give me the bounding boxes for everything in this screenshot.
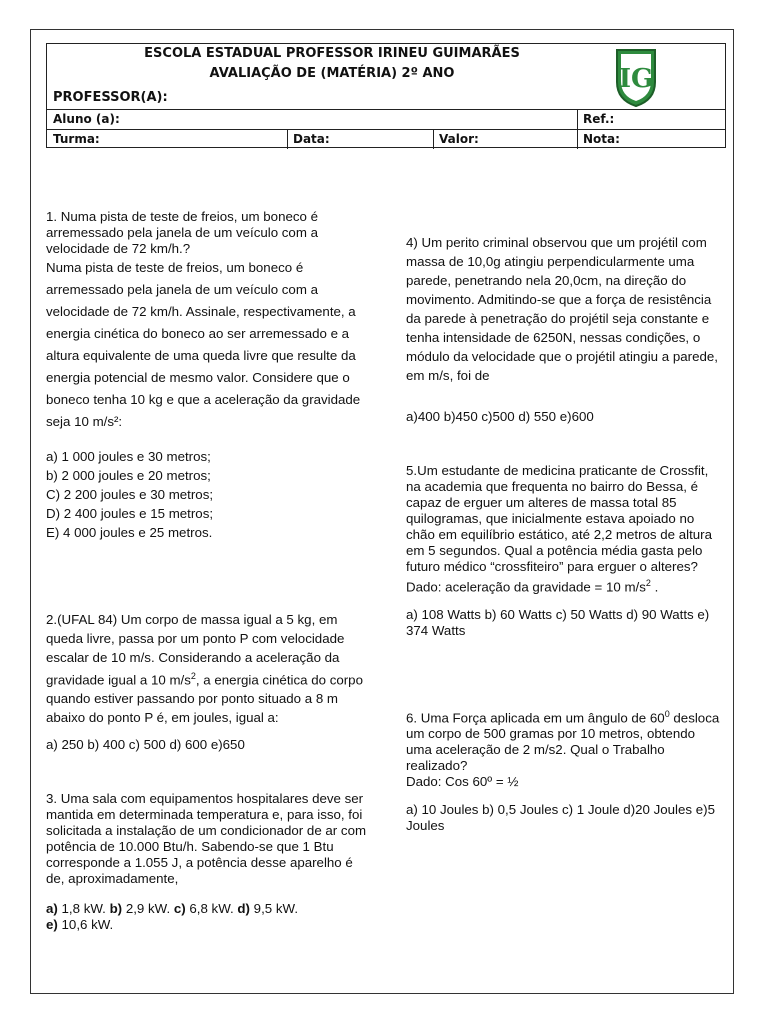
option: C) 2 200 joules e 30 metros; bbox=[46, 487, 214, 502]
question-1-intro: 1. Numa pista de teste de freios, um boneco é arremessado pela janela de um veículo com a velocidade de 72 km/h.? bbox=[46, 209, 319, 256]
question-5-tail: . bbox=[650, 579, 659, 595]
question-1-options bbox=[46, 447, 368, 542]
class-label: Turma: bbox=[53, 132, 100, 146]
option: 1,8 kW. bbox=[57, 901, 110, 916]
question-5-body: 5.Um estudante de medicina praticante de Crossfit, na academia que frequenta no bairro do Bessa, é capaz de erguer um alteres de massa total 85 quilogramas, que inicialmente estava apoiado no chão em equilíbrio estático, até 2,2 metros de altura em 5 segundos. Qual a potência média gasta pelo futuro médico “crossfiteiro” para erguer o alteres? Dado: aceleração da gravidade = 10 m/s bbox=[406, 463, 712, 595]
grade-label: Nota: bbox=[583, 132, 620, 146]
option: a) 1 000 joules e 30 metros; bbox=[46, 449, 211, 464]
option-label: b) bbox=[109, 901, 123, 916]
option: 2,9 kW. bbox=[122, 901, 174, 916]
school-crest-icon bbox=[613, 46, 659, 108]
question-2-text-a: 2.(UFAL 84) Um corpo de massa igual a 5 kg, em queda livre, passa por um ponto P com velocidade escalar de 10 m/s. Considerando a aceleração da gravidade igual a 10 m/s bbox=[46, 612, 345, 688]
option: 10,6 kW. bbox=[57, 917, 114, 932]
divider bbox=[577, 130, 578, 149]
option-label: c) bbox=[173, 901, 186, 916]
option-label: a) bbox=[46, 901, 58, 916]
question-6-text bbox=[406, 706, 724, 774]
class-row bbox=[47, 129, 725, 149]
question-4 bbox=[406, 233, 724, 425]
question-1-body: Numa pista de teste de freios, um boneco é arremessado pela janela de um veículo com a velocidade de 72 km/h. Assinale, respectivamente, a energia cinética do boneco ao ser arremessado e a altura equivalente de uma queda livre que resulte da energia potencial de mesmo valor. Considere que o boneco tenha 10 kg e que a aceleração da gravidade seja 10 m/s²: bbox=[46, 260, 361, 429]
exam-title: AVALIAÇÃO DE (MATÉRIA) 2º ANO bbox=[209, 66, 455, 81]
question-2-options: a) 250 b) 400 c) 500 d) 600 e)650 bbox=[46, 737, 245, 753]
question-6-text-b: desloca um corpo de 500 gramas por 10 metros, obtendo uma aceleração de 2 m/s2. Qual o Trabalho realizado? bbox=[406, 710, 720, 774]
question-5-text bbox=[406, 463, 724, 595]
question-3 bbox=[46, 791, 368, 933]
option-label: e) bbox=[46, 917, 58, 932]
logo-text: IG bbox=[618, 64, 654, 94]
value-label: Valor: bbox=[439, 132, 479, 146]
professor-label: PROFESSOR(A): bbox=[53, 90, 168, 105]
exponent: 2 bbox=[190, 671, 196, 681]
option-label: d) bbox=[237, 901, 250, 916]
question-3-options bbox=[46, 901, 368, 933]
divider bbox=[287, 130, 288, 149]
option: 9,5 kW. bbox=[249, 901, 299, 916]
question-6 bbox=[406, 706, 724, 834]
exponent: 2 bbox=[645, 578, 651, 588]
ref-label: Ref.: bbox=[583, 112, 615, 126]
question-4-options: a)400 b)450 c)500 d) 550 e)600 bbox=[406, 409, 594, 424]
question-5 bbox=[406, 463, 724, 639]
question-6-given: Dado: Cos 60º = ½ bbox=[406, 774, 519, 790]
question-1 bbox=[46, 209, 368, 542]
option: D) 2 400 joules e 15 metros; bbox=[46, 506, 214, 521]
student-row bbox=[47, 109, 725, 130]
question-2-text bbox=[46, 610, 368, 727]
question-6-options: a) 10 Joules b) 0,5 Joules c) 1 Joule d)20 Joules e)5 Joules bbox=[406, 802, 715, 834]
question-6-text-a: 6. Uma Força aplicada em um ângulo de 60 bbox=[406, 710, 665, 726]
divider bbox=[433, 130, 434, 149]
student-label: Aluno (a): bbox=[53, 112, 120, 126]
exponent: 0 bbox=[664, 709, 670, 719]
option: 6,8 kW. bbox=[185, 901, 238, 916]
exam-header bbox=[46, 43, 726, 148]
question-2 bbox=[46, 610, 368, 753]
school-name: ESCOLA ESTADUAL PROFESSOR IRINEU GUIMARÃES bbox=[144, 46, 520, 61]
question-5-options: a) 108 Watts b) 60 Watts c) 50 Watts d) 90 Watts e) 374 Watts bbox=[406, 607, 710, 639]
question-2-text-b: , a energia cinética do corpo quando estiver passando por ponto situado a 8 m abaixo do ponto P é, em joules, igual a: bbox=[46, 672, 363, 726]
date-label: Data: bbox=[293, 132, 330, 146]
option: b) 2 000 joules e 20 metros; bbox=[46, 468, 211, 483]
option: E) 4 000 joules e 25 metros. bbox=[46, 525, 213, 540]
divider bbox=[577, 110, 578, 130]
question-3-text: 3. Uma sala com equipamentos hospitalares deve ser mantida em determinada temperatura e, para isso, foi solicitada a instalação de um condicionador de ar com potência de 10.000 Btu/h. Sabendo-se que 1 Btu corresponde a 1.055 J, a potência desse aparelho é de, aproximadamente, bbox=[46, 791, 367, 886]
question-4-text: 4) Um perito criminal observou que um projétil com massa de 10,0g atingiu perpendicularmente uma parede, penetrando nela 20,0cm, na direção do movimento. Admitindo-se que a força de resistência da parede à penetração do projétil seja constante e tenha intensidade de 6250N, nessas condições, o módulo da velocidade que o projétil atingiu a parede, em m/s, foi de bbox=[406, 235, 718, 383]
